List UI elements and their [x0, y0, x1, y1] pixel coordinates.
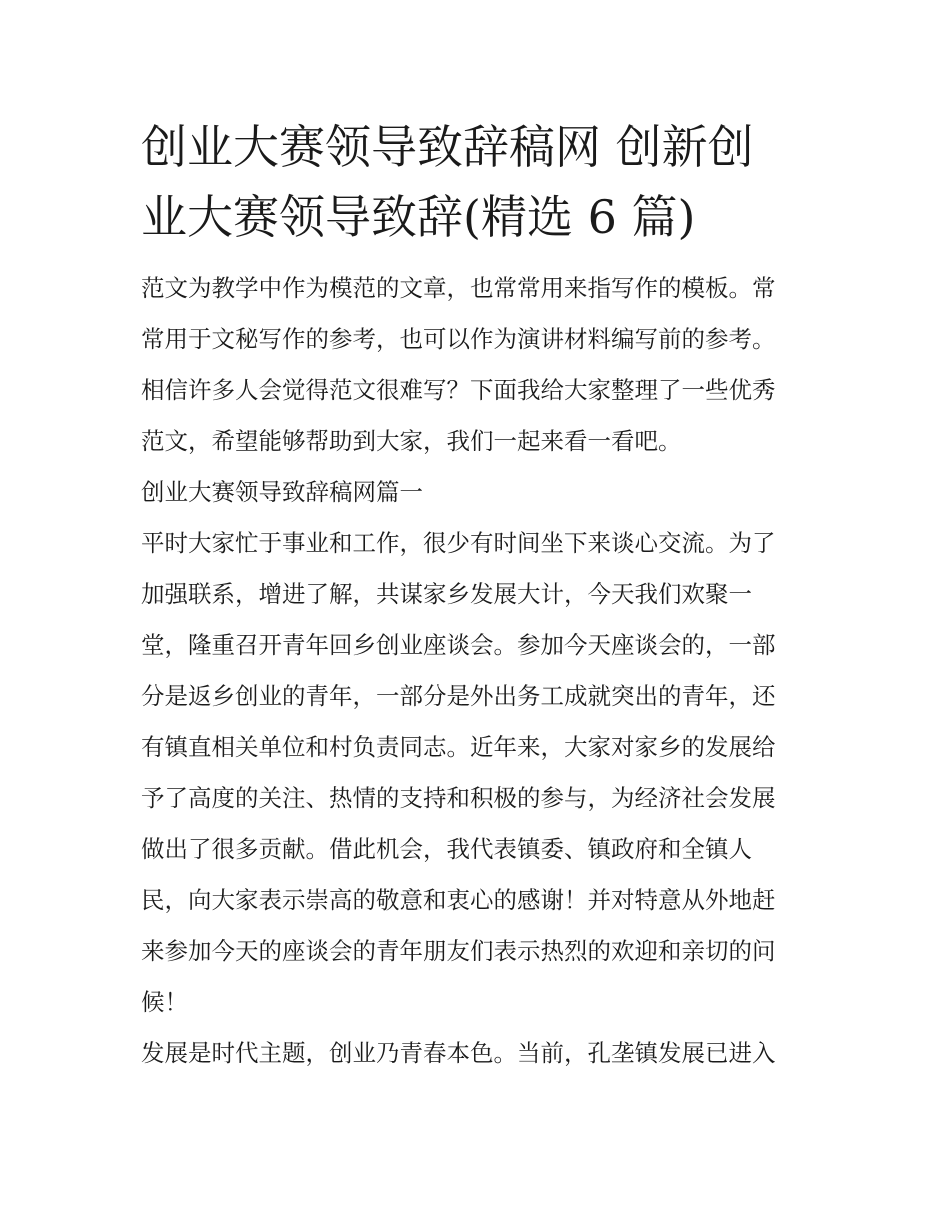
section-heading: 创业大赛领导致辞稿网篇一: [141, 478, 423, 506]
text-line: 范文为教学中作为模范的文章，也常常用来指写作的模板。常: [141, 274, 776, 302]
text-line: 有镇直相关单位和村负责同志。近年来，大家对家乡的发展给: [141, 733, 776, 761]
title-line: 创业大赛领导致辞稿网 创新创: [141, 120, 754, 174]
text-line: 范文，希望能够帮助到大家，我们一起来看一看吧。: [141, 427, 682, 455]
intro-paragraph: [141, 263, 813, 467]
text-line: 发展是时代主题，创业乃青春本色。当前，孔垄镇发展已进入: [141, 1039, 776, 1067]
text-line: 分是返乡创业的青年，一部分是外出务工成就突出的青年，还: [141, 682, 776, 710]
document-page: [141, 112, 813, 1079]
text-line: 候！: [141, 988, 188, 1016]
text-line: 常用于文秘写作的参考，也可以作为演讲材料编写前的参考。: [141, 325, 776, 353]
text-line: 相信许多人会觉得范文很难写？下面我给大家整理了一些优秀: [141, 376, 776, 404]
title-line: 业大赛领导致辞(精选 6 篇): [141, 190, 696, 244]
text-line: 民，向大家表示崇高的敬意和衷心的感谢！并对特意从外地赶: [141, 886, 776, 914]
text-line: 来参加今天的座谈会的青年朋友们表示热烈的欢迎和亲切的问: [141, 937, 776, 965]
text-line: 予了高度的关注、热情的支持和积极的参与，为经济社会发展: [141, 784, 776, 812]
text-line: 平时大家忙于事业和工作，很少有时间坐下来谈心交流。为了: [141, 529, 776, 557]
body-paragraph: [141, 518, 813, 1028]
text-line: 堂，隆重召开青年回乡创业座谈会。参加今天座谈会的，一部: [141, 631, 776, 659]
body-paragraph: [141, 1028, 813, 1079]
text-line: 加强联系，增进了解，共谋家乡发展大计，今天我们欢聚一: [141, 580, 752, 608]
document-title: [141, 112, 813, 252]
text-line: 做出了很多贡献。借此机会，我代表镇委、镇政府和全镇人: [141, 835, 752, 863]
